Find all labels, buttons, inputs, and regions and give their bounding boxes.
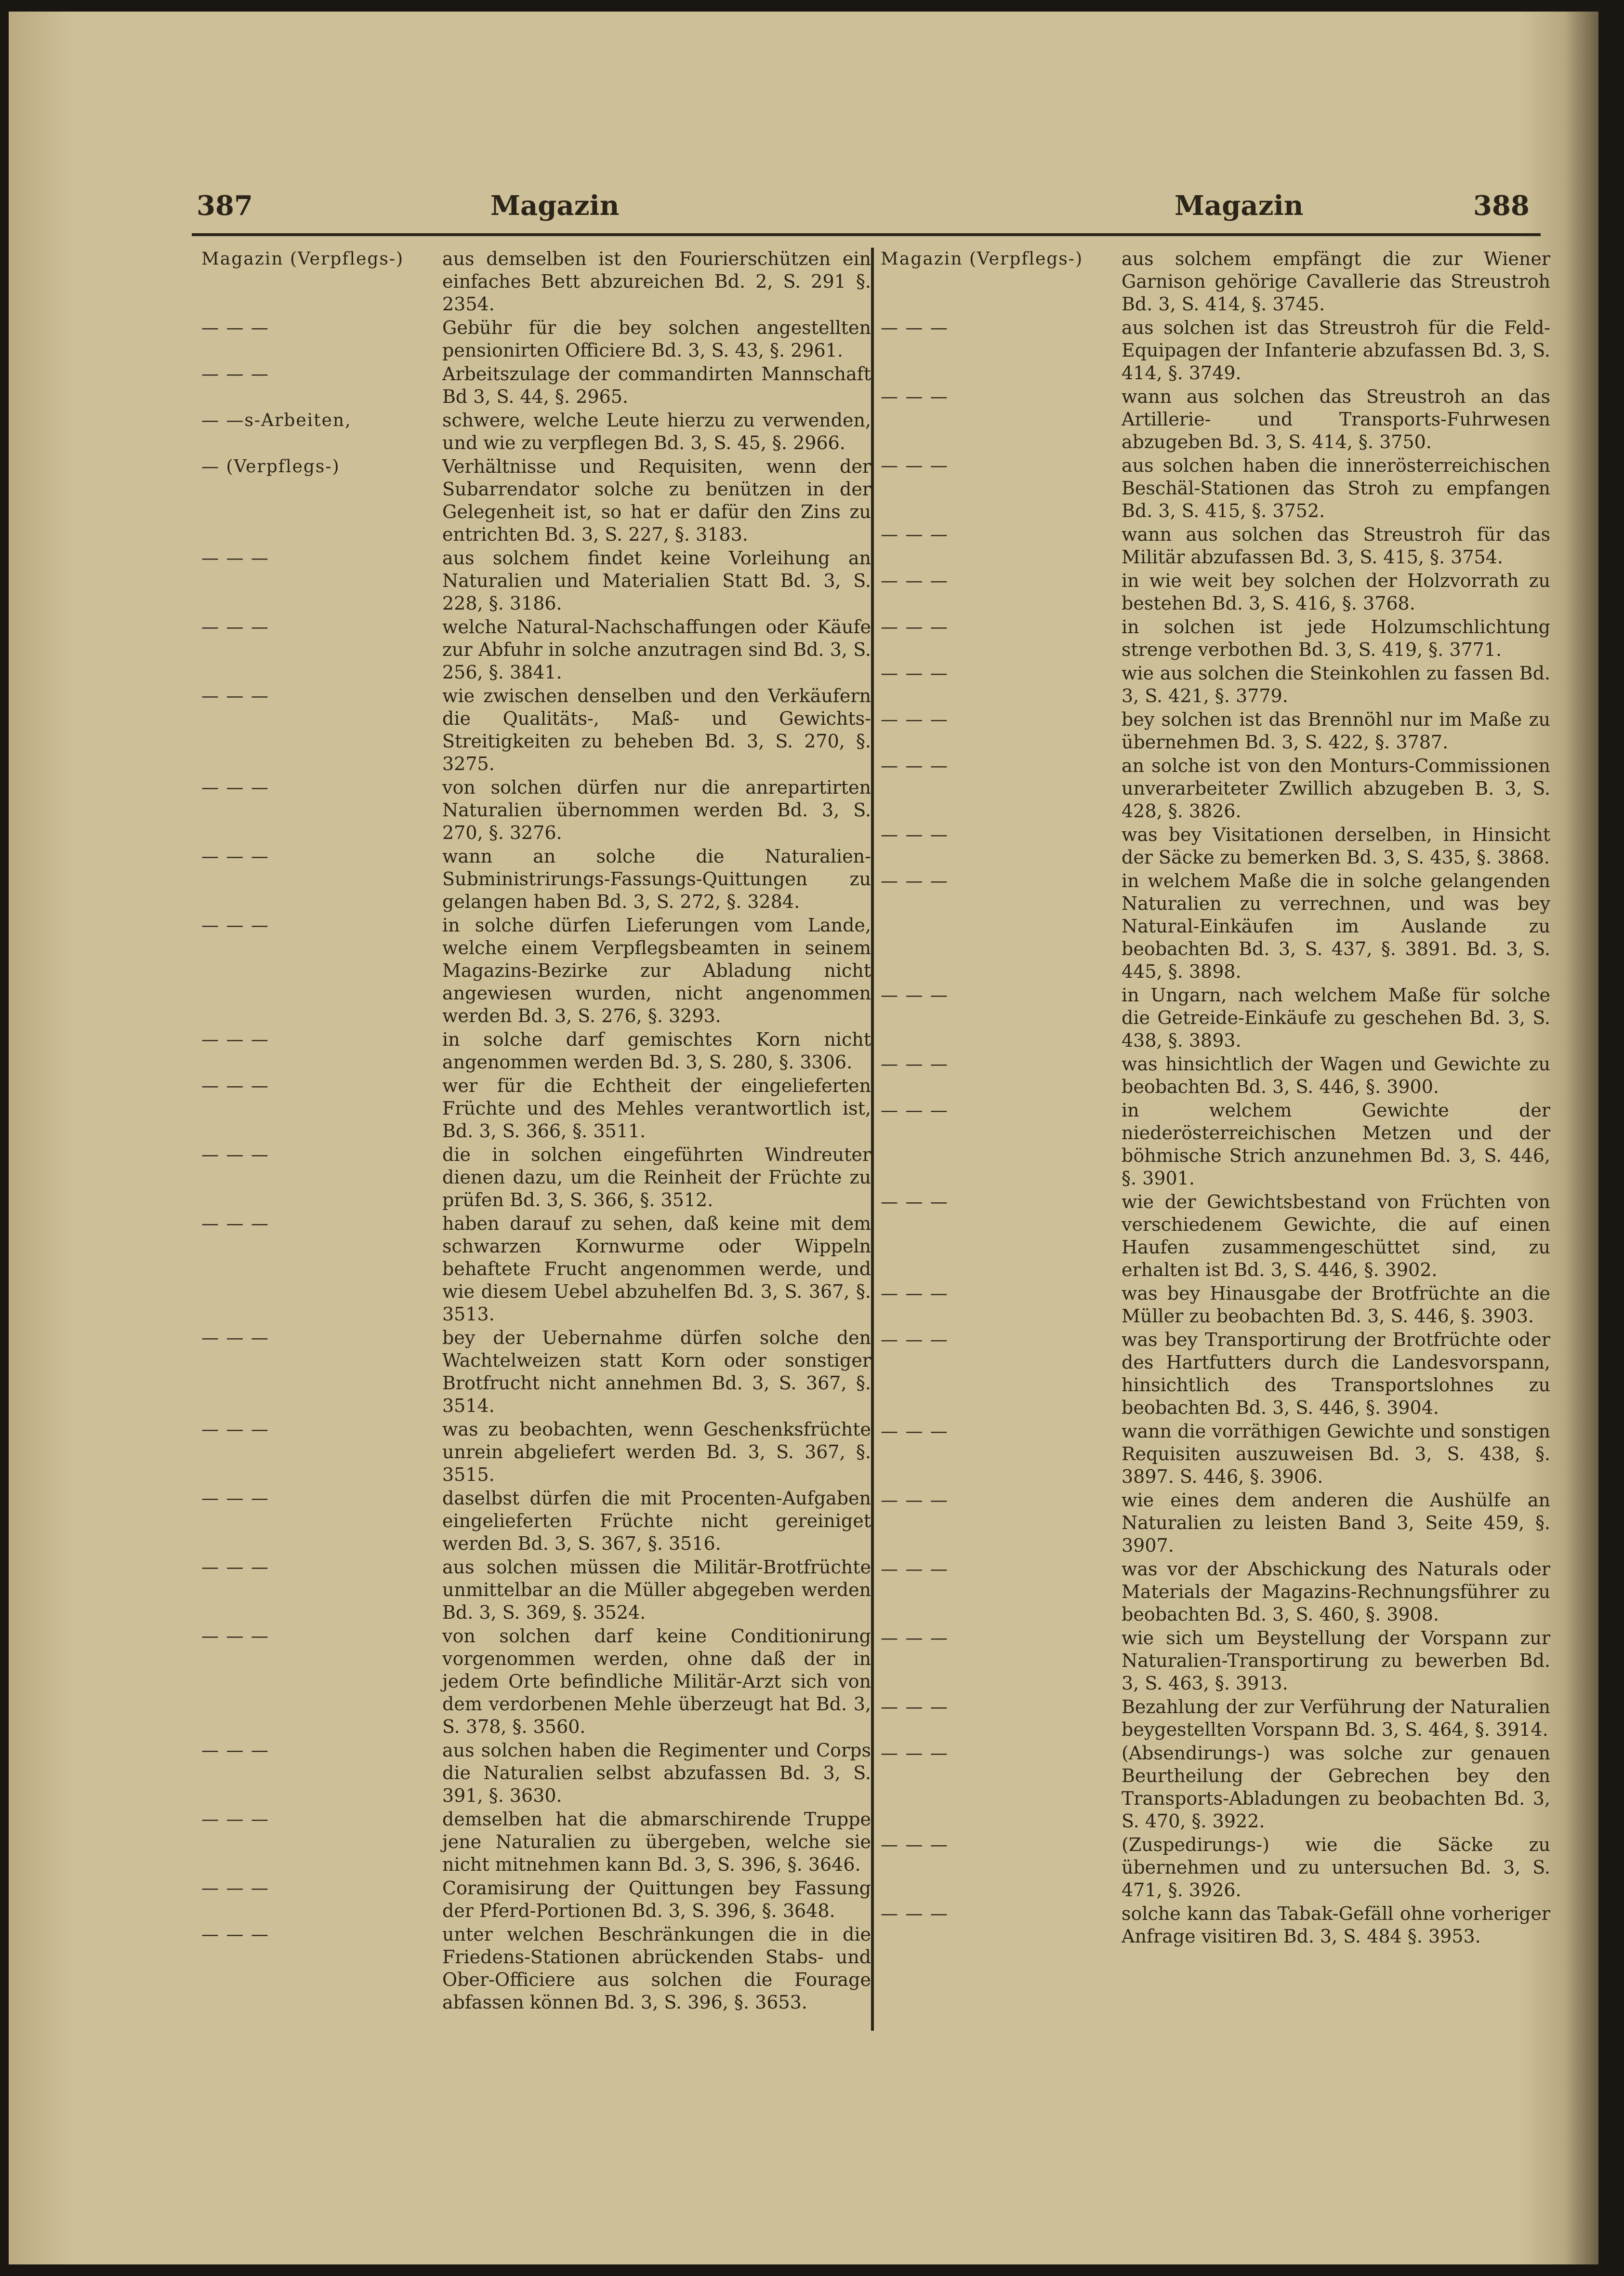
entry-key: — — — — [881, 1559, 949, 1579]
entry-text: (Absendirungs-) was solche zur genauen Beurtheilung der Gebrechen bey den Transports-Abladungen zu beobachten Bd. 3, S. 470, §. 3922. — [1122, 1743, 1550, 1832]
entry-text: Arbeitszulage der commandirten Mannschaft Bd 3, S. 44, §. 2965. — [442, 363, 871, 407]
index-entry — [881, 1282, 1550, 1328]
entry-key: Magazin (Verpflegs-) — [201, 249, 404, 269]
index-entry — [201, 363, 871, 408]
entry-key: — — — — [201, 1741, 269, 1760]
entry-key: — — — — [881, 1422, 949, 1441]
entry-text: was zu beobachten, wenn Geschenksfrüchte unrein abgeliefert werden Bd. 3, S. 367, §. 3515. — [442, 1419, 871, 1485]
index-entry — [881, 454, 1550, 522]
entry-text: was vor der Abschickung des Naturals oder Materials der Magazins-Rechnungsführer zu beobachten Bd. 3, S. 460, §. 3908. — [1122, 1558, 1550, 1625]
entry-text: was bey Transportirung der Brotfrüchte oder des Hartfutters durch die Landesvorspann, hinsichtlich des Transportslohnes zu beobachten Bd. 3, S. 446, §. 3904. — [1122, 1329, 1550, 1418]
index-entry — [201, 409, 871, 454]
page-number-right: 388 — [1473, 190, 1530, 222]
index-entry — [201, 1327, 871, 1417]
index-entry — [881, 824, 1550, 869]
entry-text: aus solchen haben die innerösterreichischen Beschäl-Stationen das Stroh zu empfangen Bd. 3, S. 415, §. 3752. — [1122, 455, 1550, 521]
left-column — [201, 248, 871, 2031]
entry-text: bey der Uebernahme dürfen solche den Wachtelweizen statt Korn oder sonstiger Brotfrucht nicht annehmen Bd. 3, S. 367, §. 3514. — [442, 1327, 871, 1416]
entry-key: — — — — [881, 871, 949, 891]
entry-text: was bey Visitationen derselben, in Hinsicht der Säcke zu bemerken Bd. 3, S. 435, §. 3868. — [1122, 824, 1550, 868]
entry-key: — — — — [201, 1626, 269, 1646]
entry-text: wie sich um Beystellung der Vorspann zur Naturalien-Transportirung zu bewerben Bd. 3, S. 463, §. 3913. — [1122, 1627, 1550, 1694]
entry-text: solche kann das Tabak-Gefäll ohne vorheriger Anfrage visitiren Bd. 3, S. 484 §. 3953. — [1122, 1903, 1550, 1947]
entry-key: — — — — [881, 1744, 949, 1763]
entry-key: — — — — [201, 778, 269, 798]
entry-key: — — — — [201, 1420, 269, 1439]
entry-text: Coramisirung der Quittungen bey Fassung der Pferd-Portionen Bd. 3, S. 396, §. 3648. — [442, 1877, 871, 1921]
entry-text: in welchem Gewichte der niederösterreichischen Metzen und der böhmische Strich anzunehmen Bd. 3, S. 446, §. 3901. — [1122, 1100, 1550, 1189]
entry-key: — — — — [881, 1192, 949, 1212]
entry-text: in Ungarn, nach welchem Maße für solche die Getreide-Einkäufe zu geschehen Bd. 3, S. 438, §. 3893. — [1122, 985, 1550, 1051]
entry-text: aus solchem findet keine Vorleihung an Naturalien und Materialien Statt Bd. 3, S. 228, §. 3186. — [442, 547, 871, 614]
entry-key: — — — — [881, 664, 949, 683]
running-title-left: Magazin — [490, 190, 620, 222]
entry-text: wann aus solchen das Streustroh für das Militär abzufassen Bd. 3, S. 415, §. 3754. — [1122, 524, 1550, 568]
entry-key: — — — — [201, 1145, 269, 1165]
entry-key: — — — — [881, 825, 949, 845]
entry-key: — — — — [881, 456, 949, 476]
index-entry — [201, 685, 871, 775]
index-entry — [201, 1487, 871, 1555]
index-entry — [201, 1556, 871, 1624]
index-entry — [201, 616, 871, 684]
entry-text: wer für die Echtheit der eingelieferten Früchte und des Mehles verantwortlich ist, Bd. 3, S. 366, §. 3511. — [442, 1075, 871, 1142]
index-entry — [201, 1739, 871, 1807]
entry-key: — — — — [201, 617, 269, 637]
entry-text: demselben hat die abmarschirende Truppe jene Naturalien zu übergeben, welche sie nicht mitnehmen kann Bd. 3, S. 396, §. 3646. — [442, 1809, 871, 1875]
entry-text: was hinsichtlich der Wagen und Gewichte zu beobachten Bd. 3, S. 446, §. 3900. — [1122, 1053, 1550, 1097]
index-entry — [201, 1923, 871, 2014]
entry-key: — — — — [881, 617, 949, 637]
entry-text: aus solchem empfängt die zur Wiener Garnison gehörige Cavallerie das Streustroh Bd. 3, S. 414, §. 3745. — [1122, 248, 1550, 315]
index-entry — [201, 1075, 871, 1143]
index-entry — [881, 570, 1550, 615]
entry-key: — — — — [881, 571, 949, 591]
entry-key: — — — — [201, 1076, 269, 1096]
book-page — [9, 12, 1598, 2264]
entry-key: — — — — [881, 1697, 949, 1717]
entry-key: — — — — [881, 710, 949, 730]
entry-text: Verhältnisse und Requisiten, wenn der Subarrendator solche zu benützen in der Gelegenheit ist, so hat er dafür den Zins zu entrichten Bd. 3, S. 227, §. 3183. — [442, 456, 871, 545]
index-entry — [201, 1418, 871, 1486]
index-entry — [881, 616, 1550, 661]
entry-key: — — — — [201, 1214, 269, 1234]
entry-text: aus solchen müssen die Militär-Brotfrüchte unmittelbar an die Müller abgegeben werden Bd. 3, S. 369, §. 3524. — [442, 1557, 871, 1623]
entry-key: — — — — [201, 847, 269, 866]
index-entry — [201, 1877, 871, 1922]
index-entry — [881, 1053, 1550, 1098]
entry-text: wie der Gewichtsbestand von Früchten von verschiedenem Gewichte, die auf einen Haufen zusammengeschüttet sind, zu erhalten ist Bd. 3, S. 446, §. 3902. — [1122, 1191, 1550, 1280]
entry-key: — — — — [881, 1330, 949, 1350]
entry-text: in solchen ist jede Holzumschlichtung strenge verbothen Bd. 3, S. 419, §. 3771. — [1122, 616, 1550, 660]
entry-text: in welchem Maße die in solche gelangenden Naturalien zu verrechnen, und was bey Natural-Einkäufen im Auslande zu beobachten Bd. 3, S. 437, §. 3891. Bd. 3, S. 445, §. 3898. — [1122, 870, 1550, 982]
entry-text: von solchen darf keine Conditionirung vorgenommen werden, ohne daß der in jedem Orte befindliche Militär-Arzt sich von dem verdorbenen Mehle überzeugt hat Bd. 3, S. 378, §. 3560. — [442, 1625, 871, 1737]
entry-text: aus solchen ist das Streustroh für die Feld-Equipagen der Infanterie abzufassen Bd. 3, S. 414, §. 3749. — [1122, 317, 1550, 384]
page-number-left: 387 — [197, 190, 253, 222]
index-entry — [881, 248, 1550, 316]
entry-key: — — — — [881, 1904, 949, 1924]
index-entry — [881, 708, 1550, 754]
entry-key: — — — — [881, 1628, 949, 1648]
index-entry — [881, 1834, 1550, 1902]
entry-key: — — — — [881, 1054, 949, 1074]
index-entry — [881, 870, 1550, 983]
entry-key: — — — — [881, 1835, 949, 1855]
entry-key: — — — — [881, 756, 949, 776]
index-entry — [881, 1329, 1550, 1419]
entry-key: — — — — [881, 1101, 949, 1120]
index-entry — [881, 1558, 1550, 1626]
index-entry — [201, 1625, 871, 1738]
running-title-right: Magazin — [1175, 190, 1304, 222]
entry-key: — — — — [201, 1810, 269, 1829]
entry-key: — — — — [881, 1491, 949, 1510]
entry-text: wann die vorräthigen Gewichte und sonstigen Requisiten auszuweisen Bd. 3, S. 438, §. 3897. S. 446, §. 3906. — [1122, 1421, 1550, 1487]
right-column — [881, 248, 1550, 2031]
entry-text: wie eines dem anderen die Aushülfe an Naturalien zu leisten Band 3, Seite 459, §. 3907. — [1122, 1490, 1550, 1556]
entry-text: haben darauf zu sehen, daß keine mit dem schwarzen Kornwurme oder Wippeln behaftete Frucht angenommen werde, und wie diesem Uebel abzuhelfen Bd. 3, S. 367, §. 3513. — [442, 1213, 871, 1325]
entry-key: — — — — [881, 985, 949, 1005]
entry-text: wie aus solchen die Steinkohlen zu fassen Bd. 3, S. 421, §. 3779. — [1122, 663, 1550, 706]
index-entry — [881, 662, 1550, 707]
index-entry — [881, 1742, 1550, 1833]
index-entry — [881, 1099, 1550, 1190]
entry-text: in solche dürfen Lieferungen vom Lande, welche einem Verpflegsbeamten in seinem Magazins-Bezirke zur Abladung nicht angewiesen wurden, nicht angenommen werden Bd. 3, S. 276, §. 3293. — [442, 915, 871, 1026]
entry-text: unter welchen Beschränkungen die in die Friedens-Stationen abrückenden Stabs- und Ober-Officiere aus solchen die Fourage abfassen können Bd. 3, S. 396, §. 3653. — [442, 1924, 871, 2013]
entry-text: wann aus solchen das Streustroh an das Artillerie- und Transports-Fuhrwesen abzugeben Bd. 3, S. 414, §. 3750. — [1122, 386, 1550, 453]
entry-key: — — — — [881, 1284, 949, 1304]
entry-text: wann an solche die Naturalien-Subministrirungs-Fassungs-Quittungen zu gelangen haben Bd. 3, S. 272, §. 3284. — [442, 846, 871, 912]
entry-key: — — — — [881, 525, 949, 545]
entry-text: an solche ist von den Monturs-Commissionen unverarbeiteter Zwillich abzugeben B. 3, S. 428, §. 3826. — [1122, 755, 1550, 822]
index-entry — [201, 914, 871, 1027]
entry-key: — — — — [201, 1878, 269, 1898]
index-entry — [881, 523, 1550, 569]
index-entry — [201, 1808, 871, 1876]
entry-key: — —s-Arbeiten, — [201, 411, 352, 430]
entry-text: in solche darf gemischtes Korn nicht angenommen werden Bd. 3, S. 280, §. 3306. — [442, 1029, 871, 1073]
column-divider — [871, 248, 874, 2031]
entry-text: daselbst dürfen die mit Procenten-Aufgaben eingelieferten Früchte nicht gereiniget werden Bd. 3, S. 367, §. 3516. — [442, 1488, 871, 1554]
index-entry — [201, 1028, 871, 1074]
index-entry — [201, 1144, 871, 1211]
index-entry — [201, 317, 871, 362]
index-entry — [881, 984, 1550, 1052]
entry-text: bey solchen ist das Brennöhl nur im Maße zu übernehmen Bd. 3, S. 422, §. 3787. — [1122, 709, 1550, 753]
index-entry — [881, 1903, 1550, 1948]
index-entry — [201, 845, 871, 913]
entry-key: Magazin (Verpflegs-) — [881, 249, 1083, 269]
entry-key: — — — — [881, 387, 949, 407]
entry-text: schwere, welche Leute hierzu zu verwenden, und wie zu verpflegen Bd. 3, S. 45, §. 2966. — [442, 410, 871, 453]
index-entry — [201, 248, 871, 316]
entry-key: — — — — [201, 548, 269, 568]
binding-shadow — [1565, 12, 1598, 2264]
index-entry — [881, 755, 1550, 823]
entry-key: — — — — [201, 364, 269, 384]
entry-text: Gebühr für die bey solchen angestellten pensionirten Officiere Bd. 3, S. 43, §. 2961. — [442, 317, 871, 361]
index-entry — [881, 1696, 1550, 1741]
entry-key: — — — — [201, 318, 269, 338]
entry-text: in wie weit bey solchen der Holzvorrath zu bestehen Bd. 3, S. 416, §. 3768. — [1122, 570, 1550, 614]
index-entry — [881, 1489, 1550, 1557]
entry-key: — — — — [201, 1557, 269, 1577]
entry-key: — — — — [201, 1328, 269, 1348]
entry-key: — — — — [201, 1489, 269, 1508]
entry-key: — — — — [201, 916, 269, 935]
header-rule — [192, 233, 1541, 236]
entry-text: von solchen dürfen nur die anrepartirten Naturalien übernommen werden Bd. 3, S. 270, §. 3276. — [442, 777, 871, 843]
index-entry — [201, 547, 871, 615]
index-entry — [881, 1191, 1550, 1281]
index-entry — [201, 776, 871, 844]
entry-text: die in solchen eingeführten Windreuter dienen dazu, um die Reinheit der Früchte zu prüfen Bd. 3, S. 366, §. 3512. — [442, 1144, 871, 1211]
entry-text: (Zuspedirungs-) wie die Säcke zu übernehmen und zu untersuchen Bd. 3, S. 471, §. 3926. — [1122, 1834, 1550, 1901]
index-entry — [881, 386, 1550, 453]
entry-key: — — — — [201, 1925, 269, 1944]
entry-text: wie zwischen denselben und den Verkäufern die Qualitäts-, Maß- und Gewichts-Streitigkeiten zu beheben Bd. 3, S. 270, §. 3275. — [442, 685, 871, 774]
entry-key: — — — — [881, 318, 949, 338]
entry-text: aus demselben ist den Fourierschützen ein einfaches Bett abzureichen Bd. 2, S. 291 §. 2354. — [442, 248, 871, 315]
index-entry — [881, 1420, 1550, 1488]
entry-key: — — — — [201, 686, 269, 706]
entry-key: — — — — [201, 1030, 269, 1050]
index-entry — [201, 455, 871, 546]
entry-text: aus solchen haben die Regimenter und Corps die Naturalien selbst abzufassen Bd. 3, S. 391, §. 3630. — [442, 1740, 871, 1806]
entry-key: — (Verpflegs-) — [201, 457, 340, 477]
index-entry — [881, 317, 1550, 385]
index-entry — [881, 1627, 1550, 1695]
entry-text: was bey Hinausgabe der Brotfrüchte an die Müller zu beobachten Bd. 3, S. 446, §. 3903. — [1122, 1283, 1550, 1327]
entry-text: Bezahlung der zur Verführung der Naturalien beygestellten Vorspann Bd. 3, S. 464, §. 3914. — [1122, 1696, 1550, 1740]
entry-text: welche Natural-Nachschaffungen oder Käufe zur Abfuhr in solche anzutragen sind Bd. 3, S. 256, §. 3841. — [442, 616, 871, 683]
index-entry — [201, 1212, 871, 1326]
